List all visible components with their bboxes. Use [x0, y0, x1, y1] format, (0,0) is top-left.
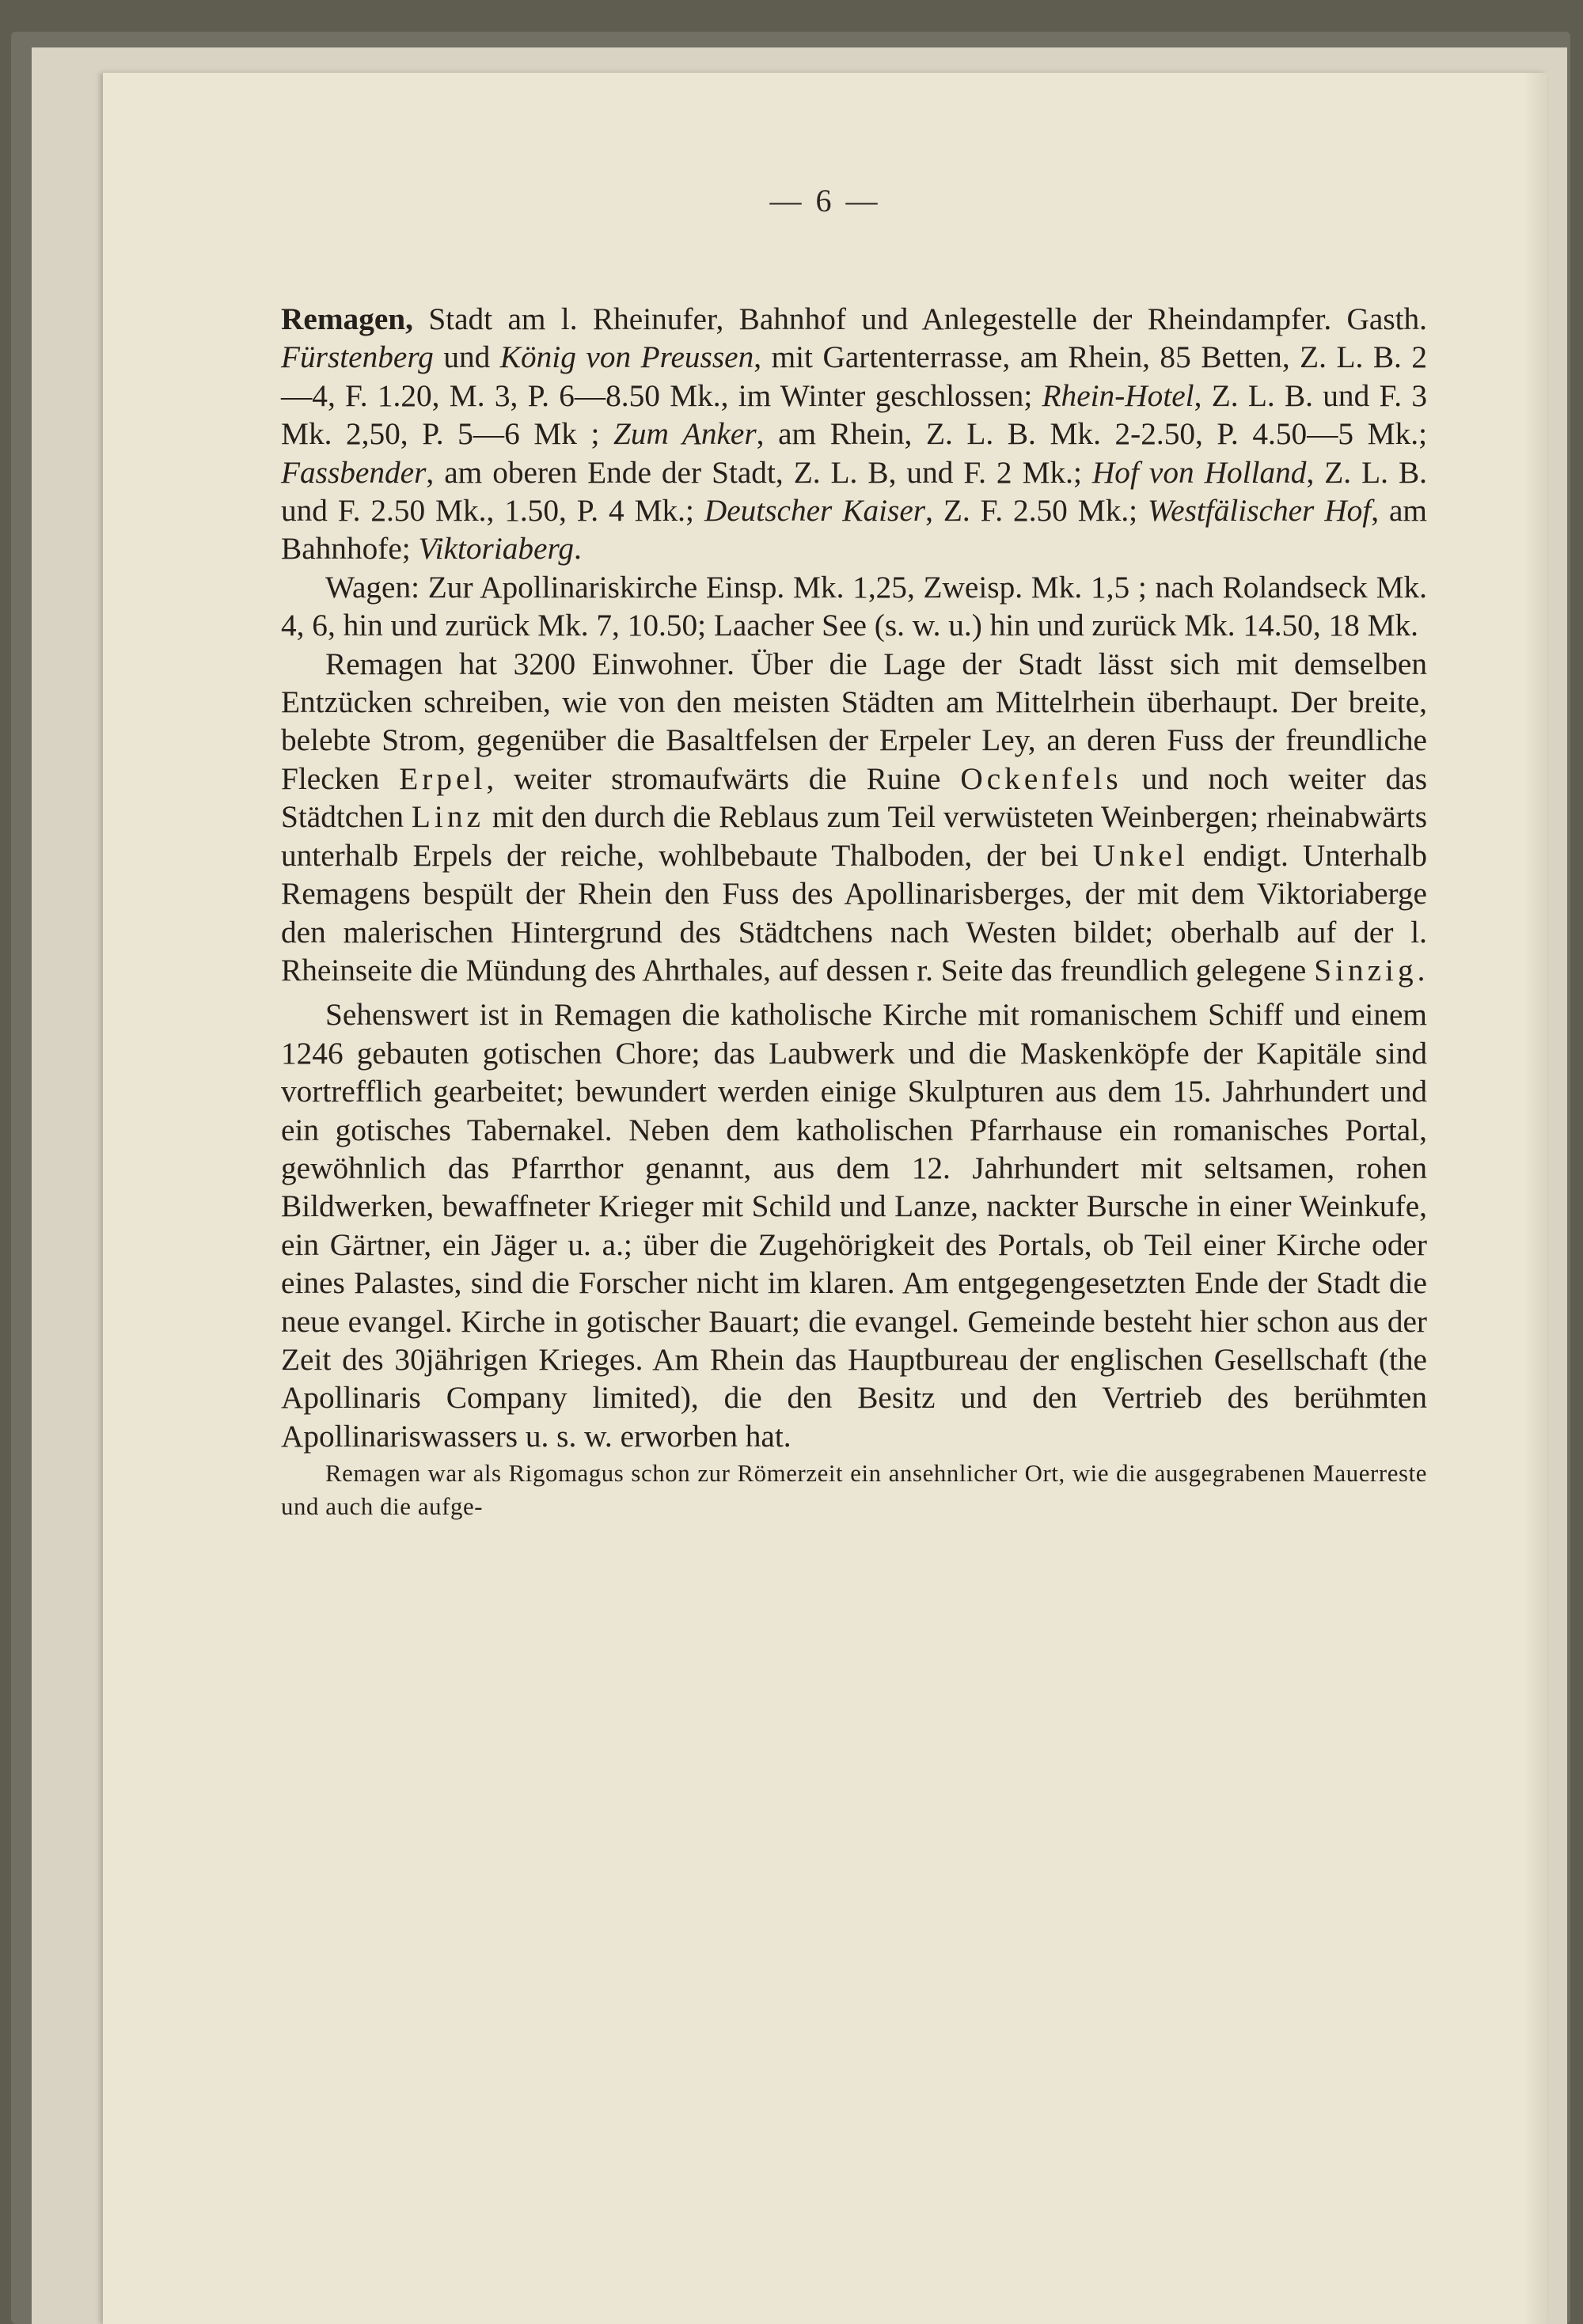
paragraph-lage: Remagen hat 3200 Einwohner. Über die Lage der Stadt lässt sich mit demselben Entzücken schreiben, wie von den meisten Städten am Mittelrhein überhaupt. Der breite, belebte Strom, gegenüber die Basaltfelsen der Erpeler Ley, an deren Fuss der freundliche Flecken Erpel, weiter stromaufwärts die Ruine Ockenfels und noch weiter das Städtchen Linz mit den durch die Reblaus zum Teil verwüsteten Weinbergen; rheinabwärts unterhalb Erpels der reiche, wohlbebaute Thalboden, der bei Unkel endigt. Unterhalb Remagens bespült der Rhein den Fuss des Apollinarisberges, der mit dem Viktoriaberge den malerischen Hintergrund des Städtchens nach Westen bildet; oberhalb auf der l. Rheinseite die Mündung des Ahrthales, auf dessen r. Seite das freundlich gelegene Sinzig. [281, 646, 1428, 988]
hotel-name: Rhein-Hotel [1042, 377, 1194, 413]
place-name: Linz [411, 799, 484, 835]
paragraph-wagen: Wagen: Zur Apollinariskirche Einsp. Mk. 1,25, Zweisp. Mk. 1,5 ; nach Rolandseck Mk. 4, 6, hin und zurück Mk. 7, 10.50; Laacher See (s. w. u.) hin und zurück Mk. 14.50, 18 Mk. [281, 569, 1427, 643]
hotel-name: Fassbender [281, 454, 427, 490]
page-gutter-shadow [1524, 73, 1547, 2324]
hotel-name: Viktoriaberg [418, 531, 574, 567]
hotel-name: König von Preussen [499, 339, 754, 375]
page-number: — 6 — [769, 183, 881, 218]
hotel-name: Zum Anker [613, 416, 757, 452]
place-name: Sinzig [1314, 952, 1418, 988]
place-name: Unkel [1092, 837, 1189, 873]
paragraph-remagen-hotels: Remagen, Stadt am l. Rheinufer, Bahnhof und Anlegestelle der Rheindampfer. Gasth. Fürstenberg und König von Preussen, mit Gartenterrasse, am Rhein, 85 Betten, Z. L. B. 2—4, F. 1.20, M. 3, P. 6—8.50 Mk., im Winter geschlossen; Rhein-Hotel, Z. L. B. und F. 3 Mk. 2,50, P. 5—6 Mk ; Zum Anker, am Rhein, Z. L. B. Mk. 2-2.50, P. 4.50—5 Mk.; Fassbender, am oberen Ende der Stadt, Z. L. B, und F. 2 Mk.; Hof von Holland, Z. L. B. und F. 2.50 Mk., 1.50, P. 4 Mk.; Deutscher Kaiser, Z. F. 2.50 Mk.; Westfälischer Hof, am Bahnhofe; Viktoriaberg. [281, 301, 1428, 567]
book-page [103, 73, 1547, 2324]
entry-heading: Remagen, [281, 301, 413, 336]
paragraph-sehenswert: Sehenswert ist in Remagen die katholische Kirche mit romanischem Schiff und einem 1246 gebauten gotischen Chore; das Laubwerk und die Maskenköpfe der Kapitäle sind vortrefflich gearbeitet; bewundert werden einige Skulpturen aus dem 15. Jahrhundert und ein gotisches Tabernakel. Neben dem katholischen Pfarrhause ein romanisches Portal, gewöhnlich das Pfarrthor genannt, aus dem 12. Jahrhundert mit seltsamen, rohen Bildwerken, bewaffneter Krieger mit Schild und Lanze, nackter Bursche in einer Weinkufe, ein Gärtner, ein Jäger u. a.; über die Zugehörigkeit des Portals, ob Teil einer Kirche oder eines Palastes, sind die Forscher nicht im klaren. Am entgegengesetzten Ende der Stadt die neue evangel. Kirche in gotischer Bauart; die evangel. Gemeinde besteht hier schon aus der Zeit des 30jährigen Krieges. Am Rhein das Hauptbureau der englischen Gesellschaft (the Apollinaris Company limited), die den Besitz und den Vertrieb des berühmten Apollinariswassers u. s. w. erworben hat. [281, 997, 1427, 1454]
place-name: Erpel [399, 760, 487, 796]
place-name: Ockenfels [960, 760, 1122, 796]
hotel-name: Fürstenberg [281, 339, 434, 375]
page-text [281, 300, 1427, 1523]
hotel-name: Westfälischer Hof [1148, 493, 1372, 529]
paragraph-small-print: Remagen war als Rigomagus schon zur Römerzeit ein ansehnlicher Ort, wie die ausgegrabenen Mauerreste und auch die aufge- [281, 1460, 1427, 1521]
hotel-name: Deutscher Kaiser [704, 493, 926, 529]
hotel-name: Hof von Holland [1091, 454, 1307, 490]
